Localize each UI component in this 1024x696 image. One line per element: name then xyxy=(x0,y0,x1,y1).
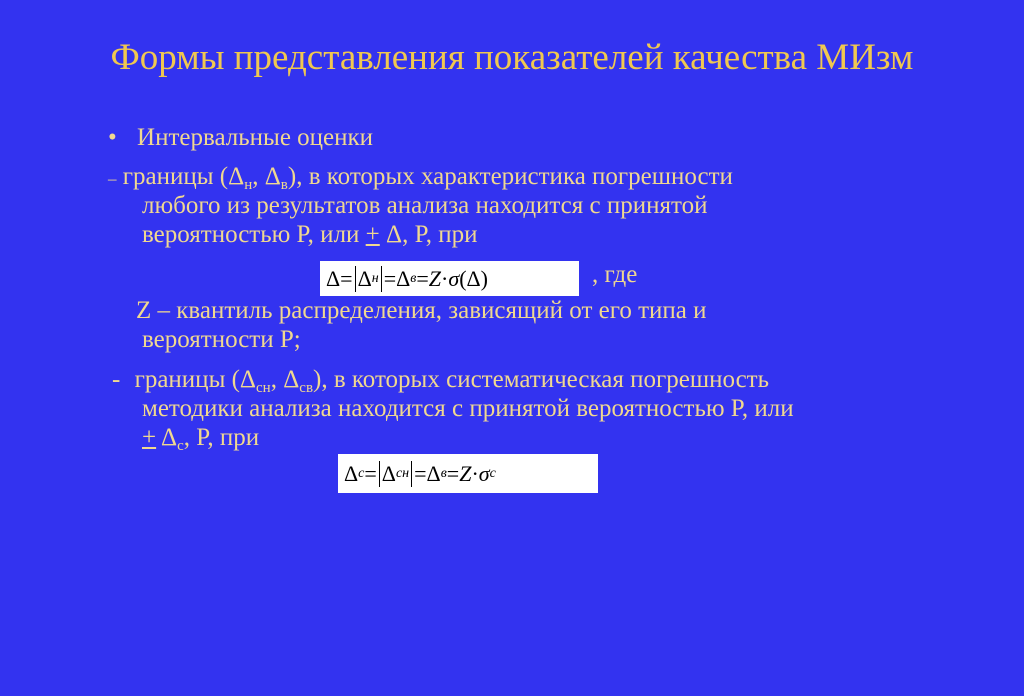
z-line2: вероятности P; xyxy=(142,326,301,353)
f1-eq2: = xyxy=(383,265,397,291)
slide-title: Формы представления показателей качества МИзм xyxy=(110,37,914,78)
item2-plus: + xyxy=(142,424,157,451)
item1-plus: + xyxy=(365,221,380,248)
item1-line1-pre: границы (Δ xyxy=(122,163,245,190)
f2-sigma: σ xyxy=(478,460,490,486)
item2-line3-mid: Δ xyxy=(156,424,178,451)
f1-arg: (Δ) xyxy=(459,265,489,291)
f1-z: Z xyxy=(428,265,442,291)
f1-dot: · xyxy=(441,265,449,291)
f2-z: Z xyxy=(459,460,472,486)
item2-line2: методики анализа находится с принятой вероятностью P, или xyxy=(142,395,794,422)
f2-dot: · xyxy=(471,460,479,486)
f1-abs-left xyxy=(355,266,356,292)
f1-sigma: σ xyxy=(448,265,460,291)
item1-sub-v: в xyxy=(280,177,288,193)
f2-eq1: = xyxy=(364,460,377,486)
item2-line1-pre: границы (Δ xyxy=(134,366,257,393)
f2-eq2: = xyxy=(414,460,427,486)
f2-delta-v: Δ xyxy=(426,460,441,486)
item2-line1-post: ), в которых систематическая погрешность xyxy=(313,366,770,393)
formula-2 xyxy=(338,454,598,493)
f1-eq3: = xyxy=(416,265,429,291)
f2-abs-right xyxy=(411,461,412,487)
item2-line3 xyxy=(142,423,259,461)
f1-delta: Δ xyxy=(326,265,341,291)
formula-1 xyxy=(320,261,579,296)
bullet-line xyxy=(108,123,373,152)
f1-delta-v: Δ xyxy=(396,265,411,291)
f1-sub-n: н xyxy=(371,270,379,286)
f2-delta-c: Δ xyxy=(344,460,359,486)
item2-line3-post: , P, при xyxy=(183,424,260,451)
item1-dash: – xyxy=(108,169,117,188)
item1-line1-mid: , Δ xyxy=(252,163,281,190)
f2-sigma-sub-c: c xyxy=(489,465,496,481)
f1-abs-right xyxy=(381,266,382,292)
item1-line2: любого из результатов анализа находится с принятой xyxy=(142,192,708,219)
item1-line3 xyxy=(142,220,478,249)
item1-sub-n: н xyxy=(244,177,253,193)
item2-sub-c: с xyxy=(177,438,184,454)
item1-line1-post: ), в которых характеристика погрешности xyxy=(287,163,733,190)
f1-sub-v: в xyxy=(410,270,417,286)
f1-eq1: = xyxy=(340,265,353,291)
f2-eq3: = xyxy=(446,460,460,486)
item2-dash: - xyxy=(112,366,121,393)
f1-delta-n: Δ xyxy=(357,265,372,291)
item1-line3-post: Δ, P, при xyxy=(379,221,478,248)
item2-line1-mid: , Δ xyxy=(270,366,300,393)
bullet-marker: • xyxy=(108,124,117,151)
formula1-suffix: , где xyxy=(592,261,638,288)
f2-sub-v: в xyxy=(440,465,447,481)
item2-sub-cn: сн xyxy=(256,380,271,396)
f2-sub-c: c xyxy=(358,465,365,481)
f2-delta-cn: Δ xyxy=(381,460,396,486)
f2-sub-cn: сн xyxy=(395,465,410,481)
item1-line3-pre: вероятностью P, или xyxy=(142,221,366,248)
bullet-text: Интервальные оценки xyxy=(137,124,374,151)
z-line1: Z – квантиль распределения, зависящий от его типа и xyxy=(136,297,707,324)
f2-abs-left xyxy=(379,461,380,487)
item2-sub-cv: св xyxy=(299,380,314,396)
